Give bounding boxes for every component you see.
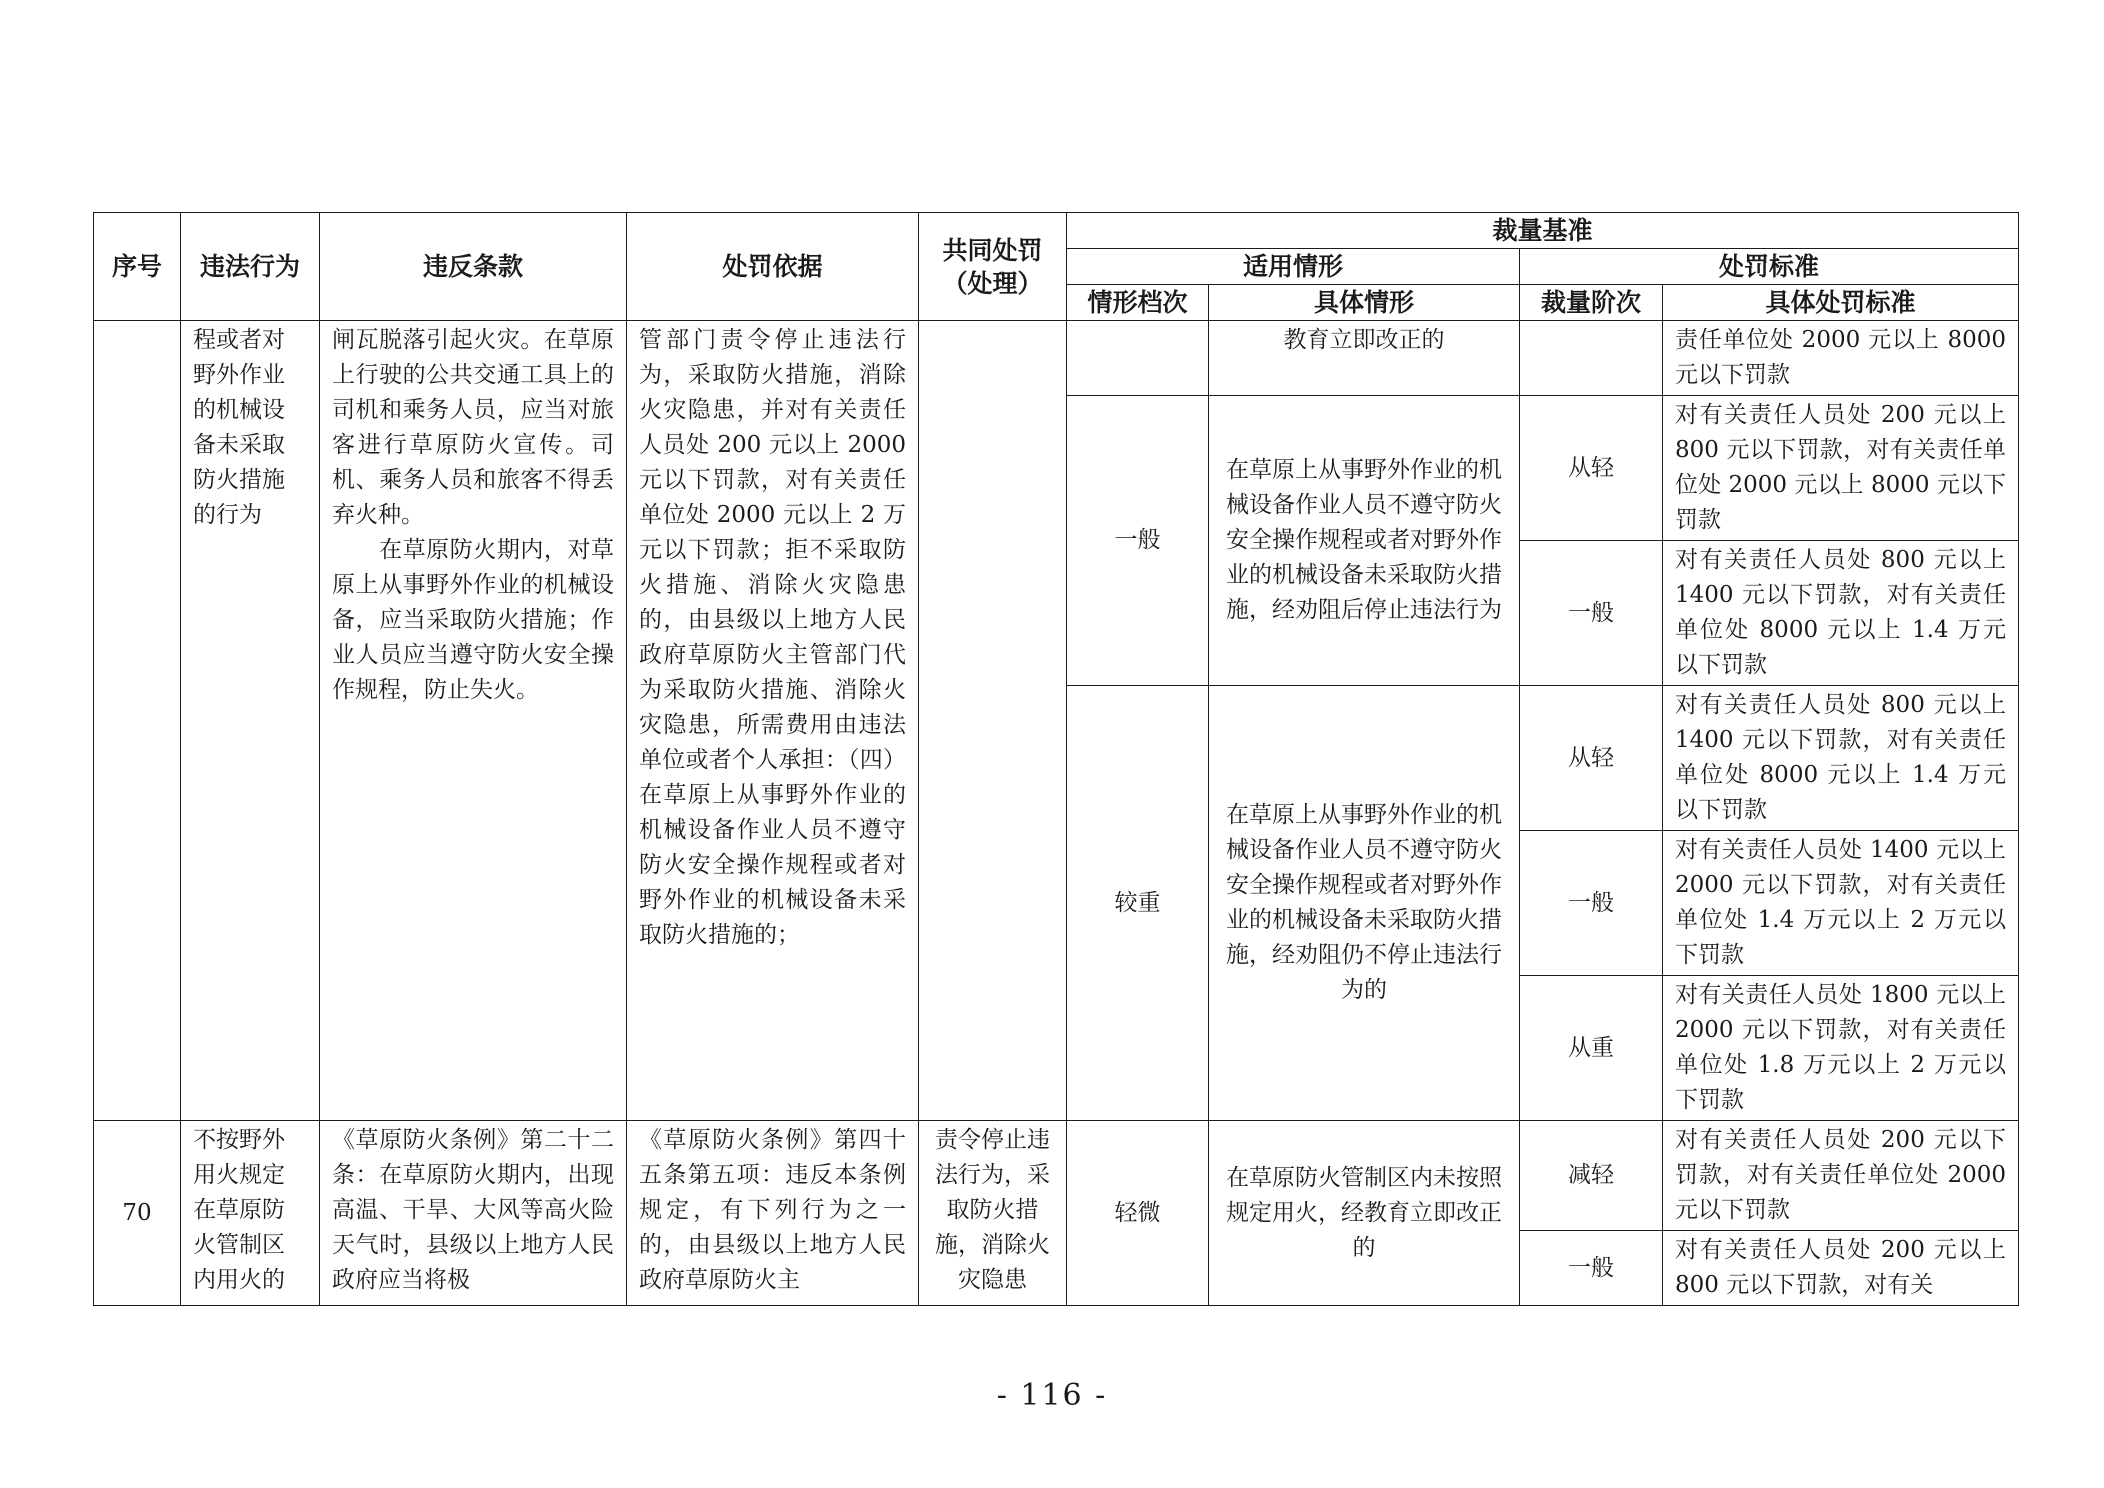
row69-g2-level: 较重 <box>1067 686 1209 1121</box>
row70-violated-articles: 《草原防火条例》第二十二条：在草原防火期内，出现高温、干旱、大风等高火险天气时，县级以上地方人民政府应当将极 <box>332 1127 614 1293</box>
row69-g1-i0-standard-cell <box>1663 396 2019 541</box>
row69-g1-situation: 在草原上从事野外作业的机械设备作业人员不遵守防火安全操作规程或者对野外作业的机械设备未采取防火措施，经劝阻后停止违法行为 <box>1226 457 1502 623</box>
row69-g0-i0-degree <box>1520 321 1663 396</box>
row70-penalty-basis-cell <box>627 1121 919 1306</box>
header-discretion-level: 裁量阶次 <box>1520 285 1663 321</box>
row69-g0-i0-standard: 责任单位处 2000 元以上 8000 元以下罚款 <box>1675 327 2014 388</box>
row70-i1-standard: 对有关责任人员处 200 元以上 800 元以下罚款，对有关 <box>1675 1237 2014 1298</box>
header-joint-penalty: 共同处罚 （处理） <box>919 213 1067 321</box>
header-situation-level: 情形档次 <box>1067 285 1209 321</box>
header-applicable-situation: 适用情形 <box>1067 249 1520 285</box>
row69-g0-i0-standard-cell <box>1663 321 2019 396</box>
row70-violation-cell <box>181 1121 320 1306</box>
header-specific-situation: 具体情形 <box>1209 285 1520 321</box>
row69-seq <box>94 321 181 1121</box>
row69-g2-i1-standard: 对有关责任人员处 1400 元以上 2000 元以下罚款，对有关责任单位处 1.4 万元以上 2 万元以下罚款 <box>1675 837 2014 968</box>
row70-joint-penalty-cell <box>919 1121 1067 1306</box>
row69-g2-situation: 在草原上从事野外作业的机械设备作业人员不遵守防火安全操作规程或者对野外作业的机械设备未采取防火措施，经劝阻仍不停止违法行为的 <box>1226 802 1502 1003</box>
header-discretion-standard: 裁量基准 <box>1067 213 2019 249</box>
row69-g1-i0-degree: 从轻 <box>1520 396 1663 541</box>
row70-i1-standard-cell <box>1663 1231 2019 1306</box>
row69-penalty-basis-cell <box>627 321 919 1121</box>
row70-penalty-basis: 《草原防火条例》第四十五条第五项：违反本条例规定，有下列行为之一的，由县级以上地方人民政府草原防火主 <box>639 1127 906 1293</box>
row69-violation-cell <box>181 321 320 1121</box>
row70-i0-standard-cell <box>1663 1121 2019 1231</box>
row69-g1-i1-degree: 一般 <box>1520 541 1663 686</box>
row69-g0-level <box>1067 321 1209 396</box>
row70-seq: 70 <box>94 1121 181 1306</box>
row69-violated-articles: 闸瓦脱落引起火灾。在草原上行驶的公共交通工具上的司机和乘务人员，应当对旅客进行草原防火宣传。司机、乘务人员和旅客不得丢弃火种。 在草原防火期内，对草原上从事野外作业的机械设备，应当采取防火措施；作业人员应当遵守防火安全操作规程，防止失火。 <box>332 327 614 703</box>
row69-g2-i2-standard-cell <box>1663 976 2019 1121</box>
row69-g2-i1-standard-cell <box>1663 831 2019 976</box>
row69-g1-level: 一般 <box>1067 396 1209 686</box>
row69-g2-i2-degree: 从重 <box>1520 976 1663 1121</box>
row70-i0-standard: 对有关责任人员处 200 元以下罚款，对有关责任单位处 2000 元以下罚款 <box>1675 1127 2014 1223</box>
table-row <box>94 1121 2019 1231</box>
header-seq: 序号 <box>94 213 181 321</box>
row70-i1-degree: 一般 <box>1520 1231 1663 1306</box>
row69-g1-i1-standard: 对有关责任人员处 800 元以上 1400 元以下罚款，对有关责任单位处 8000 元以上 1.4 万元以下罚款 <box>1675 547 2014 678</box>
header-penalty-basis: 处罚依据 <box>627 213 919 321</box>
row70-situation: 在草原防火管制区内未按照规定用火，经教育立即改正的 <box>1226 1164 1502 1261</box>
row69-g2-i1-degree: 一般 <box>1520 831 1663 976</box>
row69-g2-i0-standard: 对有关责任人员处 800 元以上 1400 元以下罚款，对有关责任单位处 8000 元以上 1.4 万元以下罚款 <box>1675 692 2014 823</box>
row69-g2-i0-standard-cell <box>1663 686 2019 831</box>
row69-g2-i0-degree: 从轻 <box>1520 686 1663 831</box>
row69-violation: 程或者对 野外作业 的机械设 备未采取 防火措施 的行为 <box>193 327 285 528</box>
row69-penalty-basis: 管部门责令停止违法行为，采取防火措施，消除火灾隐患，并对有关责任人员处 200 元以上 2000 元以下罚款，对有关责任单位处 2000 元以上 2 万元以下罚款；拒不采取防火措施、消除火灾隐患的，由县级以上地方人民政府草原防火主管部门代为采取防火措施、消除火灾隐患，所需费用由违法单位或者个人承担：（四）在草原上从事野外作业的机械设备作业人员不遵守防火安全操作规程或者对野外作业的机械设备未采取防火措施的； <box>639 327 914 948</box>
row70-i0-degree: 减轻 <box>1520 1121 1663 1231</box>
row69-joint-penalty <box>919 321 1067 1121</box>
row69-g1-i1-standard-cell <box>1663 541 2019 686</box>
row69-g2-i2-standard: 对有关责任人员处 1800 元以上 2000 元以下罚款，对有关责任单位处 1.8 万元以上 2 万元以下罚款 <box>1675 982 2014 1113</box>
header-specific-penalty-standard: 具体处罚标准 <box>1663 285 2019 321</box>
row70-joint-penalty: 责令停止违法行为，采取防火措施，消除火灾隐患 <box>935 1127 1050 1293</box>
row69-g0-situation: 教育立即改正的 <box>1283 327 1445 353</box>
row69-violated-articles-cell <box>320 321 627 1121</box>
penalty-discretion-table <box>93 212 2019 1306</box>
header-violation: 违法行为 <box>181 213 320 321</box>
row70-level: 轻微 <box>1067 1121 1209 1306</box>
header-penalty-standard: 处罚标准 <box>1520 249 2019 285</box>
row70-violation: 不按野外 用火规定 在草原防 火管制区 内用火的 <box>193 1127 285 1293</box>
page-number: - 116 - <box>996 1378 1108 1413</box>
table-row <box>94 321 2019 396</box>
row69-g1-situation-cell <box>1209 396 1520 686</box>
row70-situation-cell <box>1209 1121 1520 1306</box>
row69-g0-situation-cell <box>1209 321 1520 396</box>
header-violated-articles: 违反条款 <box>320 213 627 321</box>
row70-violated-articles-cell <box>320 1121 627 1306</box>
row69-g1-i0-standard: 对有关责任人员处 200 元以上 800 元以下罚款，对有关责任单位处 2000 元以上 8000 元以下罚款 <box>1675 402 2014 533</box>
row69-g2-situation-cell <box>1209 686 1520 1121</box>
